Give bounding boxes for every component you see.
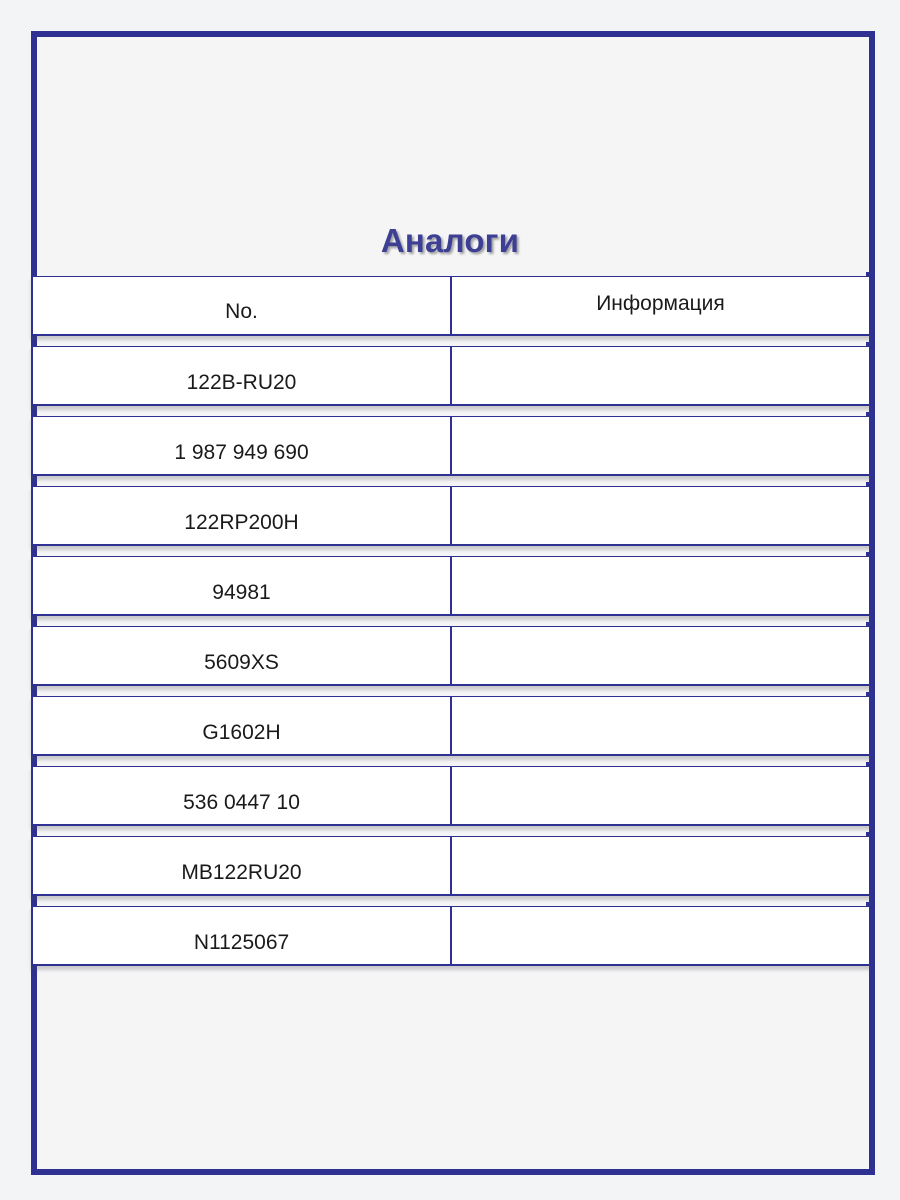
row-info-cell — [450, 556, 871, 614]
table-row — [31, 346, 871, 406]
table-row — [31, 836, 871, 896]
row-number-cell: 536 0447 10 — [31, 766, 450, 824]
row-number-cell: MB122RU20 — [31, 836, 450, 894]
header-no: No. — [31, 276, 450, 334]
header-info: Информация — [450, 276, 871, 334]
row-number-cell: 1 987 949 690 — [31, 416, 450, 474]
row-number-cell: 94981 — [31, 556, 450, 614]
row-number-cell: G1602H — [31, 696, 450, 754]
row-info-cell — [450, 416, 871, 474]
row-info-cell — [450, 696, 871, 754]
row-number-cell: N1125067 — [31, 906, 450, 964]
row-number-cell: 5609XS — [31, 626, 450, 684]
table-row — [31, 486, 871, 546]
table-row — [31, 766, 871, 826]
row-info-cell — [450, 626, 871, 684]
row-info-cell — [450, 906, 871, 964]
row-info-cell — [450, 486, 871, 544]
table-row — [31, 416, 871, 476]
table-row — [31, 626, 871, 686]
table-row — [31, 906, 871, 966]
row-number-cell: 122RP200H — [31, 486, 450, 544]
table-row — [31, 556, 871, 616]
table-row — [31, 696, 871, 756]
row-info-cell — [450, 836, 871, 894]
row-info-cell — [450, 346, 871, 404]
row-number-cell: 122B-RU20 — [31, 346, 450, 404]
row-info-cell — [450, 766, 871, 824]
page-title: Аналоги — [380, 222, 520, 259]
table-header-row — [31, 276, 871, 336]
